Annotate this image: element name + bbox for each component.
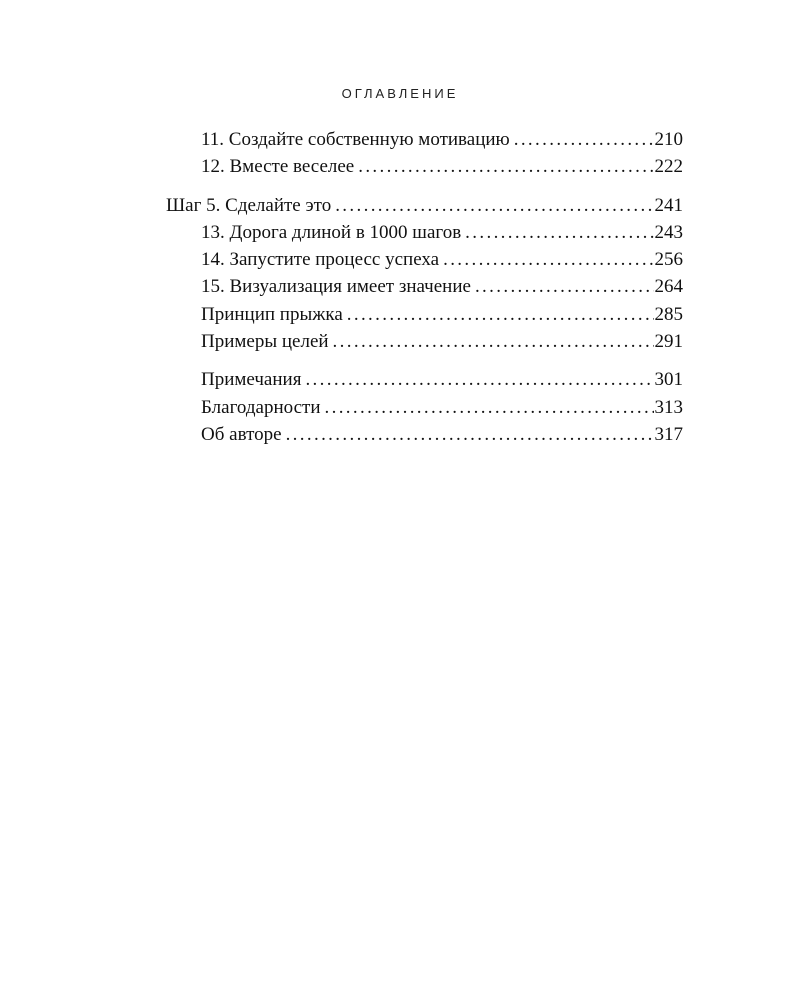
toc-entry-title: 13. Дорога длиной в 1000 шагов xyxy=(201,221,462,243)
toc-entry-title: Благодарности xyxy=(201,396,321,418)
toc-entry-page: 301 xyxy=(654,369,683,391)
toc-leader-dots xyxy=(286,421,654,448)
toc-entry xyxy=(0,219,800,246)
toc-leader-dots xyxy=(443,246,653,273)
toc-leader-dots xyxy=(333,328,654,355)
toc-entry-title: 14. Запустите процесс успеха xyxy=(201,249,440,271)
page-header-title: ОГЛАВЛЕНИЕ xyxy=(341,86,459,101)
toc-entry-page: 222 xyxy=(654,156,683,178)
toc-leader-dots xyxy=(335,192,653,219)
toc-entry-page: 264 xyxy=(654,276,683,298)
toc-entry-page: 243 xyxy=(654,221,683,243)
toc-entry-page: 291 xyxy=(654,331,683,353)
toc-section-entry xyxy=(0,192,800,219)
toc-entry xyxy=(0,246,800,273)
toc-entry-page: 210 xyxy=(654,129,683,150)
toc-entry-title: Примеры целей xyxy=(201,331,329,353)
toc-entry-page: 241 xyxy=(654,194,683,216)
toc-entry-title: Шаг 5. Сделайте это xyxy=(166,194,332,216)
toc-entry-title: 12. Вместе веселее xyxy=(201,156,355,178)
toc-entry-title: Примечания xyxy=(201,369,302,391)
toc-entry xyxy=(0,421,800,448)
toc-entry-title: Об авторе xyxy=(201,423,282,445)
table-of-contents xyxy=(0,126,800,448)
toc-entry xyxy=(0,301,800,328)
toc-entry-page: 256 xyxy=(654,249,683,271)
toc-entry xyxy=(0,126,800,153)
toc-entry xyxy=(0,366,800,393)
toc-entry xyxy=(0,273,800,300)
toc-leader-dots xyxy=(475,273,654,300)
toc-entry-page: 285 xyxy=(654,303,683,325)
toc-leader-dots xyxy=(514,126,654,153)
toc-entry-page: 313 xyxy=(654,396,683,418)
toc-leader-dots xyxy=(358,153,653,180)
toc-leader-dots xyxy=(325,394,654,421)
toc-entry-page: 317 xyxy=(654,423,683,445)
toc-entry-title: Принцип прыжка xyxy=(201,303,343,325)
toc-leader-dots xyxy=(465,219,653,246)
toc-entry xyxy=(0,153,800,180)
toc-leader-dots xyxy=(347,301,654,328)
toc-entry xyxy=(0,394,800,421)
toc-entry-title: 11. Создайте собственную мотивацию xyxy=(201,129,510,150)
toc-entry xyxy=(0,328,800,355)
toc-leader-dots xyxy=(305,366,653,393)
toc-entry-title: 15. Визуализация имеет значение xyxy=(201,276,471,298)
